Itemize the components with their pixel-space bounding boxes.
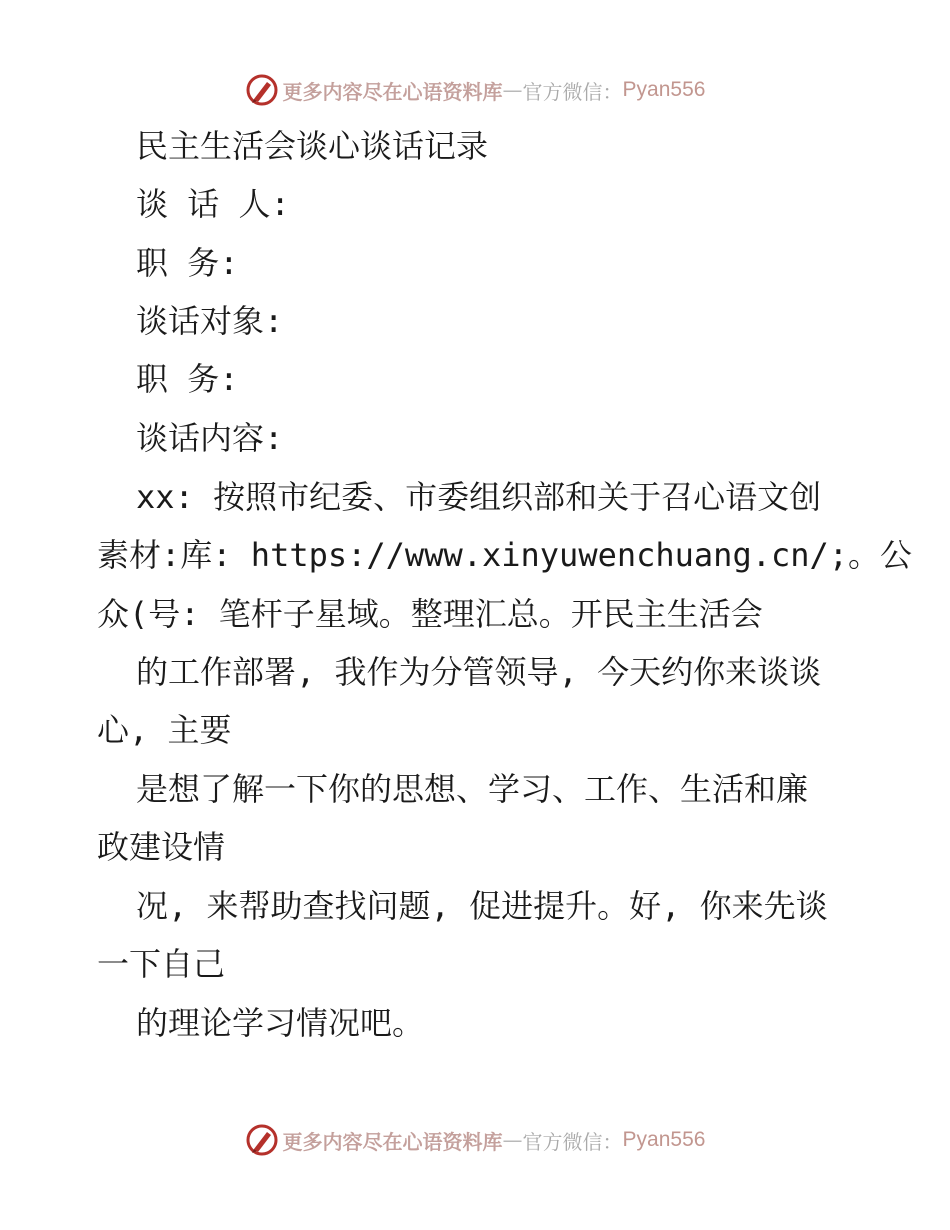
field-target: 谈话对象: [136, 302, 284, 340]
banner-wechat-id: Pyan556 [622, 1128, 706, 1151]
content-line: 是想了解一下你的思想、学习、工作、生活和廉 [136, 770, 809, 808]
banner-wechat-label: 官方微信： [522, 1129, 623, 1154]
banner-main-text: 更多内容尽在心语资料库 [282, 79, 503, 104]
field-speaker: 谈 话 人: [136, 185, 290, 223]
banner-main-text: 更多内容尽在心语资料库 [282, 1129, 503, 1154]
content-line: xx: 按照市纪委、市委组织部和关于召心语文创 [136, 478, 822, 516]
field-position-speaker: 职 务: [136, 244, 239, 282]
content-line: 况, 来帮助查找问题, 促进提升。好, 你来先谈 [136, 887, 828, 925]
content-line: 心, 主要 [97, 711, 232, 749]
content-line: 的理论学习情况吧。 [136, 1004, 425, 1042]
content-line: 政建设情 [97, 828, 226, 866]
field-content: 谈话内容: [136, 419, 284, 457]
content-line: 众(号: 笔杆子星域。整理汇总。开民主生活会 [97, 595, 763, 633]
pen-logo-icon [245, 1123, 279, 1157]
field-position-target: 职 务: [136, 360, 239, 398]
content-line: 一下自己 [97, 945, 226, 983]
banner-separator: — [502, 78, 523, 102]
banner-wechat-id: Pyan556 [622, 78, 706, 101]
header-banner [0, 68, 950, 112]
banner-wechat-label: 官方微信： [522, 79, 623, 104]
banner-separator: — [502, 1128, 523, 1152]
document-title: 民主生活会谈心谈话记录 [136, 127, 489, 165]
pen-logo-icon [245, 73, 279, 107]
content-line: 素材:库: https://www.xinyuwenchuang.cn/;。公 [97, 536, 913, 574]
footer-banner [0, 1118, 950, 1162]
content-line: 的工作部署, 我作为分管领导, 今天约你来谈谈 [136, 653, 822, 691]
